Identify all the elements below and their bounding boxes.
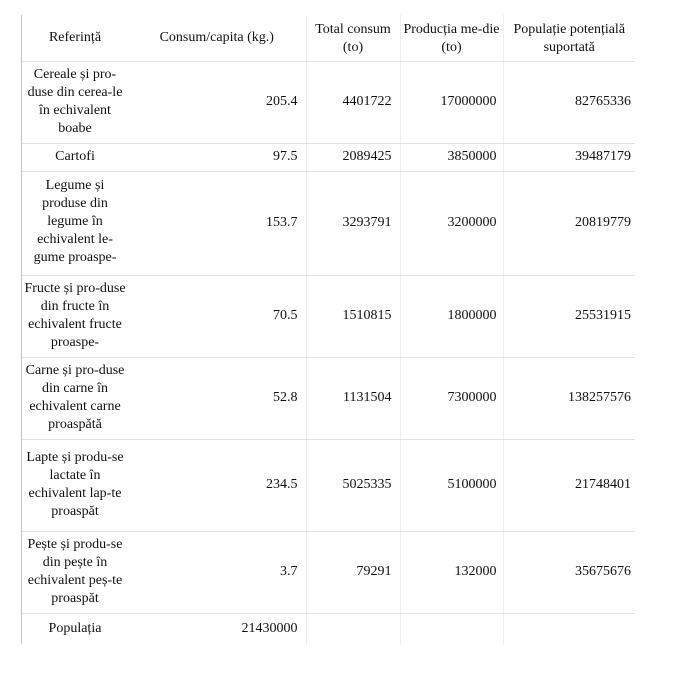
cell-populatie: 25531915 (503, 275, 635, 357)
cell-consum: 70.5 (128, 275, 306, 357)
cell-total: 1510815 (306, 275, 400, 357)
cell-populatie: 39487179 (503, 143, 635, 171)
table-row (22, 531, 635, 613)
cell-consum: 205.4 (128, 61, 306, 143)
table-row (22, 439, 635, 531)
cell-productie: 3850000 (400, 143, 503, 171)
header-consum-capita: Consum/capita (kg.) (128, 15, 306, 61)
cell-productie: 1800000 (400, 275, 503, 357)
footer-empty-cell (503, 613, 635, 645)
table-row (22, 61, 635, 143)
cell-productie: 5100000 (400, 439, 503, 531)
cell-consum: 153.7 (128, 171, 306, 275)
row-label: Lapte și produ-se lactate în echivalent lap-te proaspăt (22, 439, 128, 531)
cell-total: 79291 (306, 531, 400, 613)
table-row (22, 357, 635, 439)
row-label-text: Fructe și pro-duse din fructe în echivalent fructe proaspe- (24, 281, 126, 350)
row-label-text: Legume și produse din legume în echivalent le-gume proaspe- (33, 178, 117, 265)
consumption-table (22, 15, 635, 645)
cell-total: 2089425 (306, 143, 400, 171)
cell-total: 1131504 (306, 357, 400, 439)
cell-total: 3293791 (306, 171, 400, 275)
cell-populatie: 20819779 (503, 171, 635, 275)
cell-productie: 132000 (400, 531, 503, 613)
row-label (22, 275, 128, 357)
cell-consum: 234.5 (128, 439, 306, 531)
row-label: Pește și produ-se din pește în echivalent peș-te proaspăt (22, 531, 128, 613)
header-total-consum: Total consum (to) (306, 15, 400, 61)
footer-label: Populația (48, 621, 102, 637)
cell-productie: 17000000 (400, 61, 503, 143)
footer-empty-cell (400, 613, 503, 645)
cell-productie: 7300000 (400, 357, 503, 439)
cell-total: 4401722 (306, 61, 400, 143)
cell-consum: 52.8 (128, 357, 306, 439)
cell-populatie: 21748401 (503, 439, 635, 531)
header-row (22, 15, 635, 61)
header-referinta: Referință (22, 15, 128, 61)
row-label: Cereale și pro-duse din cerea-le în echivalent boabe (22, 61, 128, 143)
header-productia-medie: Producția me-die (to) (400, 15, 503, 61)
data-table-container (21, 15, 636, 644)
cell-populatie: 82765336 (503, 61, 635, 143)
footer-empty-cell (306, 613, 400, 645)
cell-populatie: 35675676 (503, 531, 635, 613)
cell-total: 5025335 (306, 439, 400, 531)
cell-populatie: 138257576 (503, 357, 635, 439)
cell-productie: 3200000 (400, 171, 503, 275)
table-row (22, 171, 635, 275)
row-label: Cartofi (22, 143, 128, 171)
cell-consum: 3.7 (128, 531, 306, 613)
footer-value: 21430000 (241, 621, 298, 637)
footer-row (22, 613, 635, 645)
row-label (22, 171, 128, 275)
table-row (22, 275, 635, 357)
table-row (22, 143, 635, 171)
row-label: Carne și pro-duse din carne în echivalent carne proaspătă (22, 357, 128, 439)
cell-consum: 97.5 (128, 143, 306, 171)
header-populatie-potentiala: Populație potențială suportată (503, 15, 635, 61)
